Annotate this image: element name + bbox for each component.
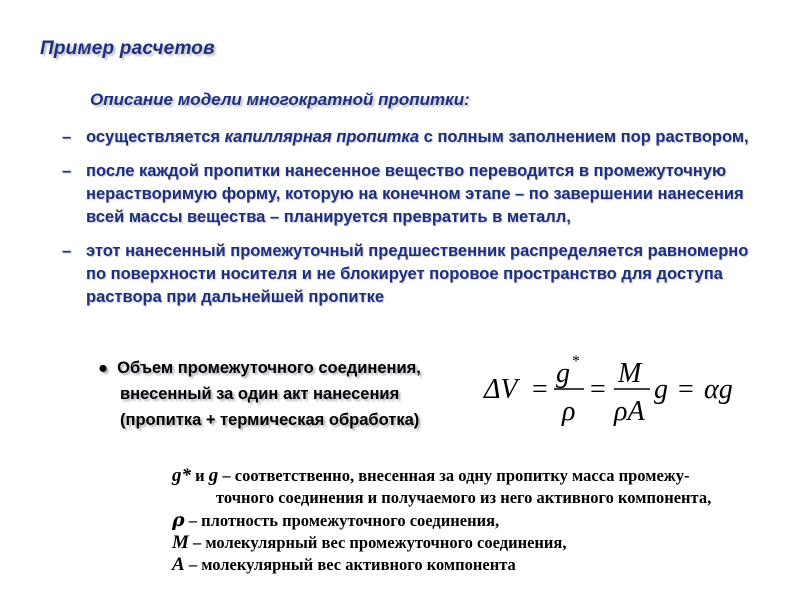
volume-definition [98, 355, 438, 433]
formula-g: g [654, 374, 668, 405]
formula-equals: = [678, 374, 694, 405]
definition-continuation: точного соединения и получаемого из него активного компонента, [216, 488, 712, 507]
definition-row [172, 465, 772, 487]
bullet-line: нерастворимую форму, которую на конечном этапе – по завершении нанесения [86, 185, 744, 203]
definition-row [172, 554, 772, 576]
formula-equals: = [590, 374, 606, 405]
definition-text: – соответственно, внесенная за одну пропитку масса промежу- [218, 466, 690, 485]
bullet-text: с полным заполнением пор раствором, [419, 128, 749, 146]
formula-equals: = [532, 374, 548, 405]
formula-numerator-g: g [556, 358, 570, 389]
volume-line: внесенный за один акт нанесения [120, 385, 400, 403]
volume-formula [482, 350, 782, 430]
formula-denominator-rho: ρ [562, 396, 576, 427]
volume-line: (пропитка + термическая обработка) [120, 411, 420, 429]
symbol: ρ [172, 509, 185, 531]
page-title: Пример расчетов [40, 38, 215, 59]
bullet-line: этот нанесенный промежуточный предшественник распределяется равномерно [86, 242, 749, 260]
symbol: g [208, 465, 219, 486]
formula-star: * [572, 353, 580, 370]
dash-marker: – [62, 128, 72, 146]
symbol: M [172, 532, 189, 553]
bullet-text: осуществляется [86, 128, 225, 146]
model-description-heading: Описание модели многократной пропитки: [90, 90, 470, 109]
dash-marker: – [62, 162, 72, 180]
formula-rhs: αg [704, 374, 733, 405]
model-description-list [62, 126, 782, 320]
list-item [62, 160, 782, 229]
symbol: g* [172, 465, 191, 486]
definition-row [172, 509, 772, 532]
dash-marker: – [62, 242, 72, 260]
list-item [62, 240, 782, 309]
definition-row [172, 532, 772, 554]
symbol-definitions [172, 465, 772, 576]
bullet-line: всей массы вещества – планируется превратить в металл, [86, 208, 571, 226]
definition-text: – молекулярный вес активного компонента [184, 555, 516, 574]
definition-text: и [191, 466, 209, 485]
bullet-emphasis: капиллярная пропитка [224, 128, 420, 146]
symbol: A [172, 554, 185, 575]
definition-text: – молекулярный вес промежуточного соединения, [188, 533, 567, 552]
formula-denominator-rho-a: ρA [614, 396, 645, 427]
bullet-dot-icon: ● [98, 359, 108, 377]
volume-line: Объем промежуточного соединения, [117, 359, 421, 377]
formula-numerator-m: M [618, 358, 642, 389]
bullet-line: по поверхности носителя и не блокирует поровое пространство для доступа [86, 265, 723, 283]
formula-lhs: ΔV [484, 374, 518, 405]
list-item [62, 126, 782, 149]
definition-text: – плотность промежуточного соединения, [184, 511, 500, 530]
bullet-line: после каждой пропитки нанесенное вещество переводится в промежуточную [86, 162, 727, 180]
bullet-line: раствора при дальнейшей пропитке [86, 288, 385, 306]
